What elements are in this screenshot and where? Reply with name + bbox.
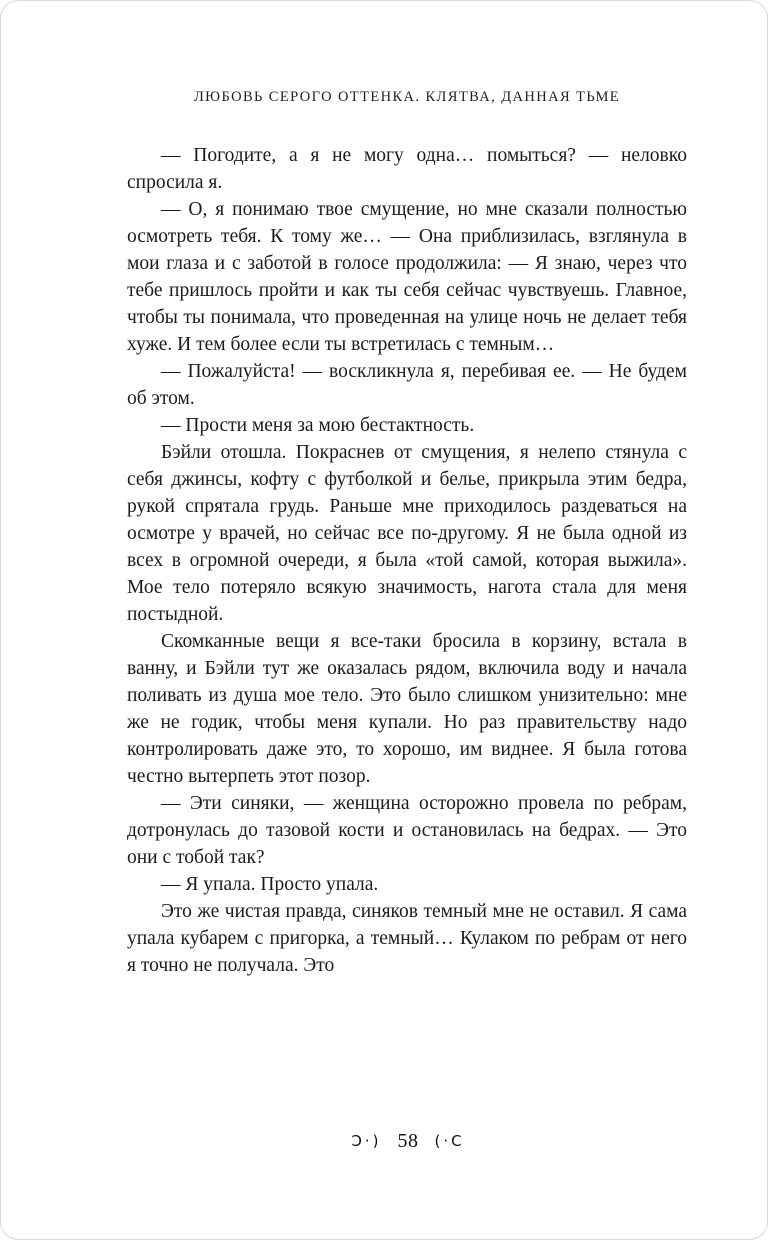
paragraph: — О, я понимаю твое смущение, но мне сказали полностью осмотреть тебя. К тому же… — Она приблизилась, взглянула в мои глаза и с заботой в голосе продолжила: — Я знаю, через что тебе пришлось пройти и как ты себя сейчас чувствуешь. Главное, чтобы ты понимала, что проведенная на улице ночь не делает тебя хуже. И тем более если ты встретилась с темным… <box>127 199 687 355</box>
paragraph: — Пожалуйста! — воскликнула я, перебивая ее. — Не будем об этом. <box>127 361 687 409</box>
paragraph: — Эти синяки, — женщина осторожно провела по ребрам, дотронулась до тазовой кости и остановилась на бедрах. — Это они с тобой так? <box>127 793 687 868</box>
page-body <box>127 142 687 979</box>
page-number: 58 <box>397 1130 419 1152</box>
moon-ornament-left-icon: Ɔ·) <box>351 1131 382 1150</box>
paragraph: Скомканные вещи я все-таки бросила в корзину, встала в ванну, и Бэйли тут же оказалась рядом, включила воду и начала поливать из душа мое тело. Это было слишком унизительно: мне же не годик, чтобы меня купали. Но раз правительству надо контролировать даже это, то хорошо, им виднее. Я была готова честно вытерпеть этот позор. <box>127 631 687 787</box>
moon-ornament-right-icon: (·C <box>434 1131 465 1150</box>
paragraph: — Погодите, а я не могу одна… помыться? — неловко спросила я. <box>127 145 687 193</box>
page-footer <box>127 1130 689 1153</box>
paragraph: Это же чистая правда, синяков темный мне не оставил. Я сама упала кубарем с пригорка, а темный… Кулаком по ребрам от него я точно не получала. Это <box>127 901 687 976</box>
running-title: ЛЮБОВЬ СЕРОГО ОТТЕНКА. КЛЯТВА, ДАННАЯ ТЬМЕ <box>193 89 621 105</box>
page-content <box>1 1 767 979</box>
paragraph: Бэйли отошла. Покраснев от смущения, я нелепо стянула с себя джинсы, кофту с футболкой и белье, прикрыла этим бедра, рукой спрятала грудь. Раньше мне приходилось раздеваться на осмотре у врачей, но сейчас все по-другому. Я не была одной из всех в огромной очереди, я была «той самой, которая выжила». Мое тело потеряло всякую значимость, нагота стала для меня постыдной. <box>127 442 687 625</box>
paragraph: — Я упала. Просто упала. <box>161 874 379 895</box>
paragraph: — Прости меня за мою бестактность. <box>161 415 475 436</box>
